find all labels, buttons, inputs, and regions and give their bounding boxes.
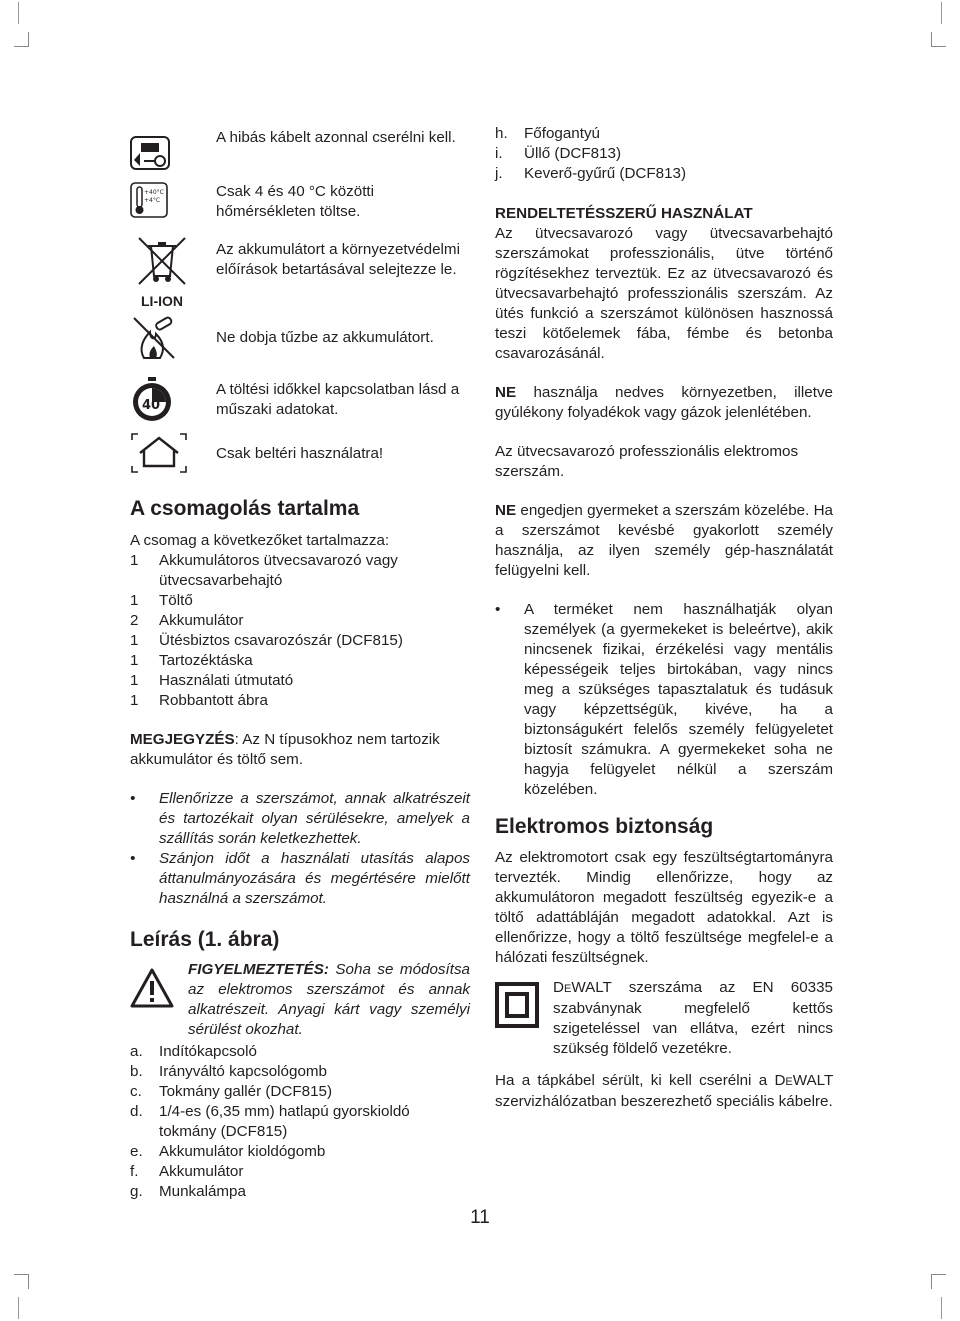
timer-value: 40 xyxy=(142,398,161,413)
cable-replace-icon xyxy=(130,136,190,176)
left-column xyxy=(130,128,470,1202)
list-item: h. Főfogantyú xyxy=(495,125,600,142)
list-item: d. 1/4-es (6,35 mm) hatlapú gyorskioldó tokmány (DCF815) xyxy=(130,1103,410,1140)
intended-use-p2: NE használja nedves környezetben, illetve gyúlékony folyadékok vagy gázok jelenlétében. xyxy=(495,384,833,421)
intended-use-title: RENDELTETÉSSZERŰ HASZNÁLAT xyxy=(495,205,753,222)
right-column xyxy=(495,124,833,1112)
bullet-item: • A terméket nem használhatják olyan személyek (a gyermekeket is beleértve), akik nincsenek fizikai, érzékelési vagy mentális képességeik teljes birtokában, vagy nincs meg a szükséges tapasztalatuk és tudásuk vagy képzettségük, kivéve, ha a biztonságukért felelős személy felügyeletet biztosít számukra. A gyermekeket soha ne hagyja felügyelet nélkül a szerszám közelében. xyxy=(495,601,833,798)
list-item: 1 Használati útmutató xyxy=(130,672,294,689)
list-item: 2 Akkumulátor xyxy=(130,612,244,629)
recycle-bin-icon xyxy=(130,236,194,308)
note-label: MEGJEGYZÉS xyxy=(130,731,235,748)
bullet-item: • Ellenőrizze a szerszámot, annak alkatrészeit és tartozékait olyan sérülésekre, amelyek a szállítás során keletkezhettek. xyxy=(130,790,470,847)
package-note: MEGJEGYZÉS: Az N típusokhoz nem tartozik akkumulátor és töltő sem. xyxy=(130,731,440,768)
list-item: i. Üllő (DCF813) xyxy=(495,145,622,162)
list-item: g. Munkalámpa xyxy=(130,1183,246,1200)
thermo-low-label: +4°C xyxy=(144,197,161,204)
intended-use-p3: Az ütvecsavarozó professzionális elektromos szerszám. xyxy=(495,443,799,480)
intended-use-p4: NE engedjen gyermeket a szerszám közelébe. Ha a szerszámot kevésbé gyakorlott személy használja, az ilyen személy gép-használatát felügyelni kell. xyxy=(495,502,833,579)
intended-use-p1: Az ütvecsavarozó vagy ütvecsavarbehajtó szerszámokat professzionális, ütve történő rögzítésekhez terveztük. Ez az ütvecsavarozó és ütvecsavarbehajtó professzionális szerszám. Az ütés funkció a szerszámot különösen hasznossá teszi kötőelemek fába, fémbe és betonba csavarozásánál. xyxy=(495,225,833,362)
list-item: 1 Akkumulátoros ütvecsavarozó vagy ütvecsavarbehajtó xyxy=(130,552,398,589)
electrical-p2: DEWALT szerszáma az EN 60335 szabványnak megfelelő kettős szigeteléssel van ellátva, ezért nincs szükség földelő vezetékre. xyxy=(553,979,833,1057)
symbol-text: A töltési időkkel kapcsolatban lásd a műszaki adatokat. xyxy=(216,381,460,418)
package-intro: A csomag a következőket tartalmazza: xyxy=(130,532,390,549)
page-number: 11 xyxy=(470,1207,490,1228)
thermo-high-label: +40°C xyxy=(144,189,164,196)
description-title: Leírás (1. ábra) xyxy=(130,928,280,951)
electrical-title: Elektromos biztonság xyxy=(495,815,714,838)
symbol-text: Ne dobja tűzbe az akkumulátort. xyxy=(216,329,434,346)
warning-text: FIGYELMEZTETÉS: Soha se módosítsa az elektromos szerszámot és annak alkatrészeit. Anyagi kárt vagy személyi sérülést okozhat. xyxy=(188,961,470,1038)
bullet-item: • Szánjon időt a használati utasítás alapos áttanulmányozására és megértésére mielőtt használná a szerszámot. xyxy=(130,850,470,907)
symbol-row-temperature xyxy=(130,182,470,232)
list-item: f. Akkumulátor xyxy=(130,1163,244,1180)
warning-block xyxy=(130,960,470,1040)
double-insulation-block xyxy=(495,978,833,1059)
symbol-row-no-fire xyxy=(130,328,470,380)
symbol-text: Csak 4 és 40 °C közötti hőmérsékleten töltse. xyxy=(216,183,375,220)
list-item: b. Irányváltó kapcsológomb xyxy=(130,1063,327,1080)
list-item: c. Tokmány gallér (DCF815) xyxy=(130,1083,333,1100)
timer-icon xyxy=(130,376,190,428)
no-fire-icon xyxy=(130,314,190,368)
symbol-text: Az akkumulátort a környezetvédelmi előírások betartásával selejtezze le. xyxy=(216,241,460,278)
warning-triangle-icon xyxy=(130,968,174,1014)
double-insulation-icon xyxy=(495,982,539,1034)
package-bullets xyxy=(130,789,470,909)
li-ion-label: LI-ION xyxy=(141,293,183,309)
list-item: e. Akkumulátor kioldógomb xyxy=(130,1143,326,1160)
symbol-text: A hibás kábelt azonnal cserélni kell. xyxy=(216,129,456,146)
thermometer-icon xyxy=(130,182,190,224)
package-title: A csomagolás tartalma xyxy=(130,497,360,520)
package-list xyxy=(130,551,470,711)
list-item: a. Indítókapcsoló xyxy=(130,1043,257,1060)
list-item: 1 Töltő xyxy=(130,592,193,609)
electrical-p3: Ha a tápkábel sérült, ki kell cserélni a DEWALT szervizhálózatban beszerezhető speciális kábelre. xyxy=(495,1072,833,1110)
parts-list-continued xyxy=(495,124,833,184)
parts-list xyxy=(130,1042,470,1202)
list-item: 1 Robbantott ábra xyxy=(130,692,268,709)
symbol-text: Csak beltéri használatra! xyxy=(216,445,384,462)
indoor-house-icon xyxy=(130,432,190,480)
list-item: 1 Tartozéktáska xyxy=(130,652,253,669)
list-item: j. Keverő-gyűrű (DCF813) xyxy=(495,165,687,182)
electrical-p1: Az elektromotort csak egy feszültségtartományra tervezték. Mindig ellenőrizze, hogy az akkumulátoron megadott feszültség egyezik-e a töltő adattábláján megadott adatokkal. Azt is ellenőrizze, hogy a töltő feszültsége megfelel-e a hálózati feszültségnek. xyxy=(495,849,833,966)
symbol-row-cable xyxy=(130,128,470,176)
symbol-row-indoor xyxy=(130,444,470,492)
list-item: 1 Ütésbiztos csavarozószár (DCF815) xyxy=(130,632,403,649)
